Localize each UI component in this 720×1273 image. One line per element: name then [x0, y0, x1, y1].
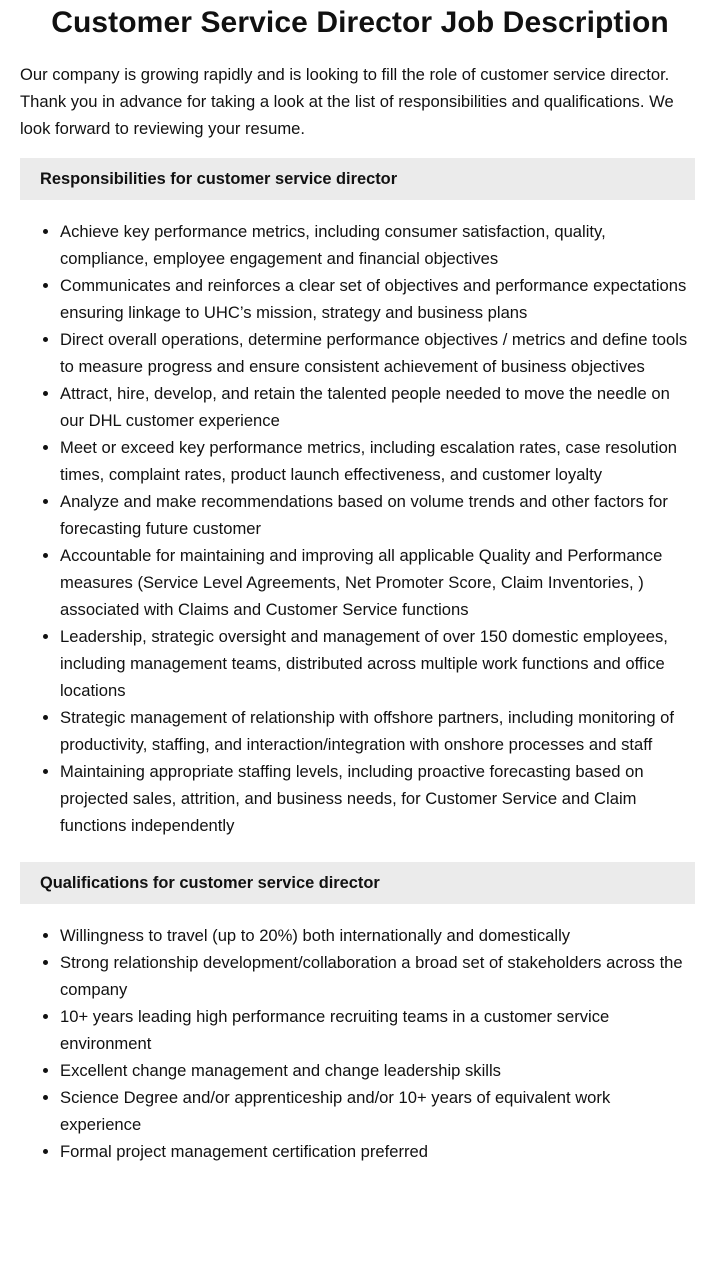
- list-item: • Direct overall operations, determine performance objectives / metrics and define tools to measure progress and ensure consistent achievement of business objectives: [60, 326, 695, 380]
- list-item: • Achieve key performance metrics, including consumer satisfaction, quality, compliance, employee engagement and financial objectives: [60, 218, 695, 272]
- responsibilities-list: [20, 218, 695, 839]
- list-item: • Excellent change management and change leadership skills: [60, 1057, 695, 1084]
- list-item: • Strategic management of relationship with offshore partners, including monitoring of productivity, staffing, and interaction/integration with onshore processes and staff: [60, 704, 695, 758]
- qualifications-list: [20, 922, 695, 1165]
- list-item: • Attract, hire, develop, and retain the talented people needed to move the needle on our DHL customer experience: [60, 380, 695, 434]
- list-item: • Leadership, strategic oversight and management of over 150 domestic employees, including management teams, distributed across multiple work functions and office locations: [60, 623, 695, 704]
- list-item: • Analyze and make recommendations based on volume trends and other factors for forecasting future customer: [60, 488, 695, 542]
- list-item: • 10+ years leading high performance recruiting teams in a customer service environment: [60, 1003, 695, 1057]
- list-item: • Science Degree and/or apprenticeship and/or 10+ years of equivalent work experience: [60, 1084, 695, 1138]
- list-item: • Willingness to travel (up to 20%) both internationally and domestically: [60, 922, 695, 949]
- intro-paragraph: Our company is growing rapidly and is looking to fill the role of customer service director. Thank you in advance for taking a look at the list of responsibilities and qualifications. We look forward to reviewing your resume.: [20, 65, 674, 138]
- qualifications-heading: Qualifications for customer service director: [20, 862, 695, 904]
- list-item: • Maintaining appropriate staffing levels, including proactive forecasting based on projected sales, attrition, and business needs, for Customer Service and Claim functions independently: [60, 758, 695, 839]
- responsibilities-heading: Responsibilities for customer service director: [20, 158, 695, 200]
- list-item: • Accountable for maintaining and improving all applicable Quality and Performance measures (Service Level Agreements, Net Promoter Score, Claim Inventories, ) associated with Claims and Customer Service functions: [60, 542, 695, 623]
- list-item: • Communicates and reinforces a clear set of objectives and performance expectations ensuring linkage to UHC’s mission, strategy and business plans: [60, 272, 695, 326]
- page-title: Customer Service Director Job Description: [51, 6, 669, 39]
- list-item: • Meet or exceed key performance metrics, including escalation rates, case resolution times, complaint rates, product launch effectiveness, and customer loyalty: [60, 434, 695, 488]
- list-item: • Strong relationship development/collaboration a broad set of stakeholders across the company: [60, 949, 695, 1003]
- list-item: • Formal project management certification preferred: [60, 1138, 695, 1165]
